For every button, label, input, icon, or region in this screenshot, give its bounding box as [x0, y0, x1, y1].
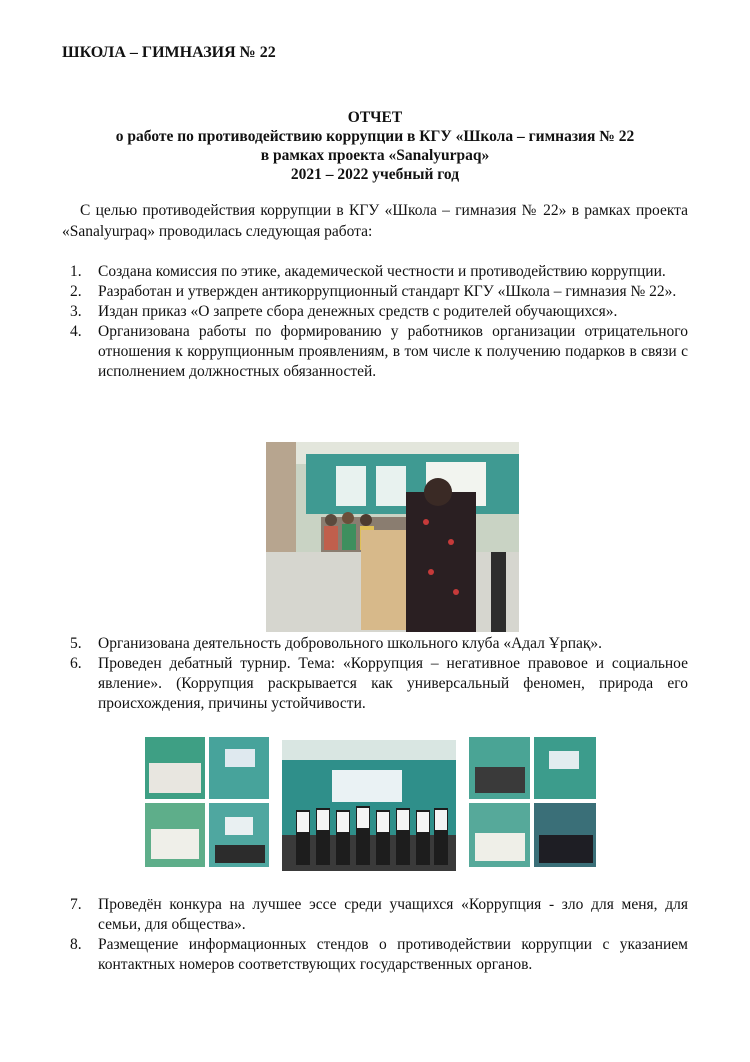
title-line-4: 2021 – 2022 учебный год	[290, 166, 460, 183]
title-line-3: в рамках проекта «Sanalyurpaq»	[260, 147, 490, 164]
report-list	[62, 634, 688, 714]
photo-group-students	[282, 740, 456, 871]
list-item: 7. Проведён конкура на лучшее эссе среди учащихся «Коррупция - зло для меня, для семьи, для общества».	[70, 896, 688, 933]
list-item: 8. Размещение информационных стендов о противодействии коррупции с указанием контактных номеров соответствующих государственных органов.	[70, 936, 688, 973]
list-item: 1. Создана комиссия по этике, академической честности и противодействию коррупции.	[70, 263, 666, 280]
list-item: 4. Организована работы по формированию у работников организации отрицательного отношения к коррупционным проявлениям, в том числе к получению подарков в связи с исполнением должностных обязанностей.	[70, 323, 688, 380]
title-line-1: ОТЧЕТ	[347, 109, 403, 126]
photo-collage-left	[145, 737, 269, 867]
report-title	[40, 108, 710, 184]
report-list	[62, 895, 688, 975]
list-item: 3. Издан приказ «О запрете сбора денежных средств с родителей обучающихся».	[70, 303, 618, 320]
list-item: 6. Проведен дебатный турнир. Тема: «Коррупция – негативное правовое и социальное явление». (Коррупция раскрывается как универсальный феномен, природа его происхождения, причины устойчивости.	[70, 655, 688, 712]
photo-collage-right	[469, 737, 596, 867]
report-list	[62, 262, 688, 382]
photo-speaker-at-podium	[266, 442, 519, 632]
school-header: ШКОЛА – ГИМНАЗИЯ № 22	[62, 44, 276, 61]
title-line-2: о работе по противодействию коррупции в КГУ «Школа – гимназия № 22	[115, 128, 635, 145]
intro-paragraph: С целью противодействия коррупции в КГУ «Школа – гимназия № 22» в рамках проекта «Sanalyurpaq» проводилась следующая работа:	[62, 202, 688, 240]
list-item: 2. Разработан и утвержден антикоррупционный стандарт КГУ «Школа – гимназия № 22».	[70, 283, 677, 300]
list-item: 5. Организована деятельность добровольного школьного клуба «Адал Ұрпақ».	[70, 635, 603, 652]
